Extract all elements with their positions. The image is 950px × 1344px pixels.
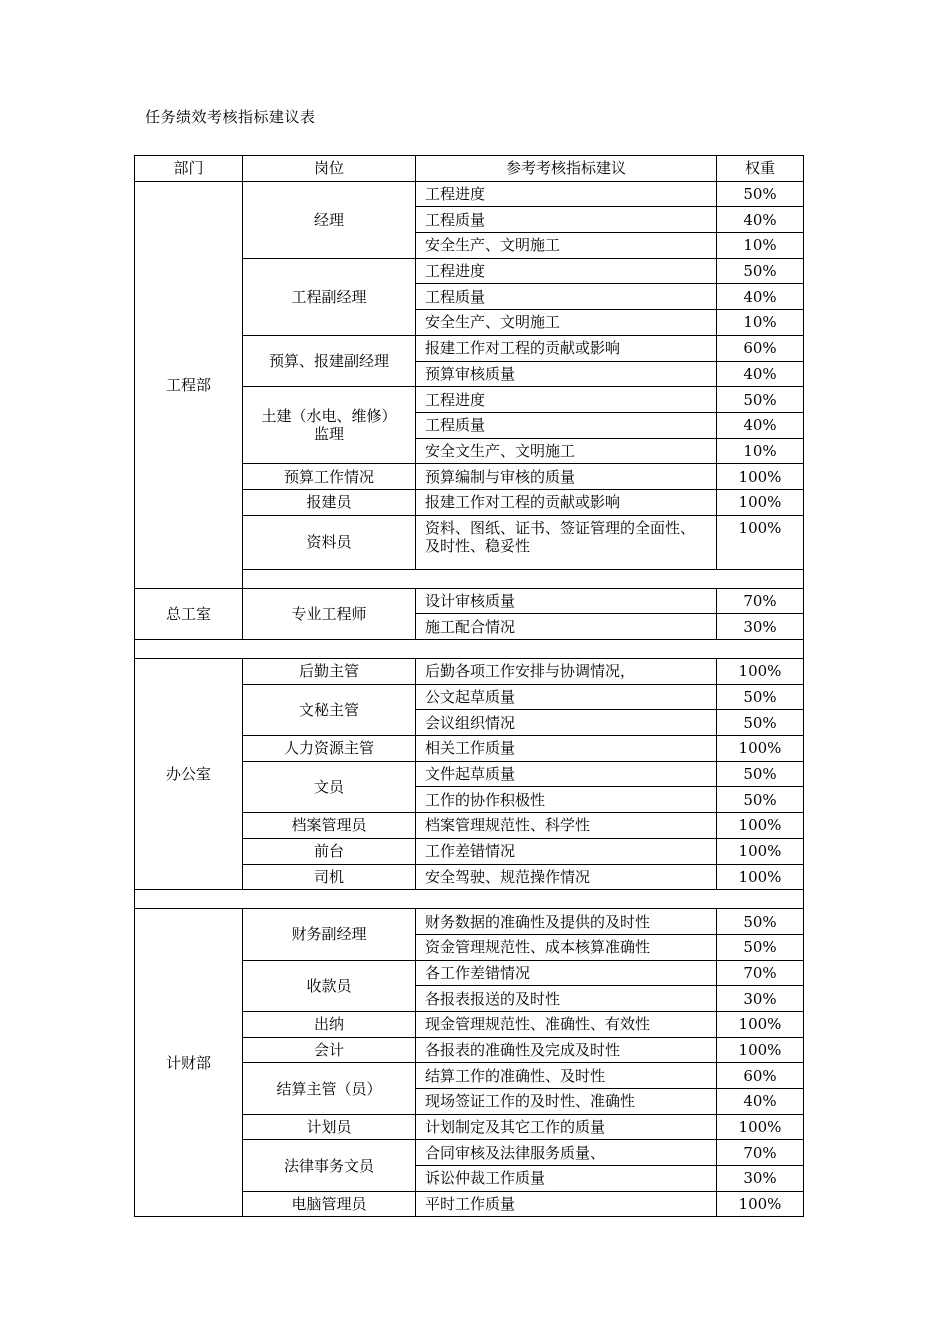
position-cell: 档案管理员 [243, 813, 416, 839]
indicator-cell [416, 515, 717, 569]
indicator-cell: 公文起草质量 [416, 684, 717, 710]
weight-cell: 100% [717, 1037, 804, 1063]
weight-cell: 50% [717, 787, 804, 813]
position-cell: 资料员 [243, 515, 416, 569]
weight-cell: 30% [717, 1166, 804, 1192]
indicator-cell: 报建工作对工程的贡献或影响 [416, 335, 717, 361]
spacer-row [135, 890, 804, 909]
weight-cell: 10% [717, 310, 804, 336]
weight-cell: 40% [717, 412, 804, 438]
indicator-cell: 安全生产、文明施工 [416, 233, 717, 259]
weight-cell: 100% [717, 1011, 804, 1037]
indicator-cell: 相关工作质量 [416, 736, 717, 762]
table-row [135, 588, 804, 614]
header-department: 部门 [135, 156, 243, 182]
indicator-cell: 财务数据的准确性及提供的及时性 [416, 909, 717, 935]
weight-cell: 100% [717, 813, 804, 839]
weight-cell: 100% [717, 736, 804, 762]
indicator-cell: 结算工作的准确性、及时性 [416, 1063, 717, 1089]
position-cell: 经理 [243, 181, 416, 258]
indicator-cell: 文件起草质量 [416, 761, 717, 787]
weight-cell: 50% [717, 761, 804, 787]
department-cell: 计财部 [135, 909, 243, 1217]
weight-cell: 60% [717, 1063, 804, 1089]
weight-cell: 50% [717, 387, 804, 413]
weight-cell: 30% [717, 614, 804, 640]
indicator-cell: 工程进度 [416, 258, 717, 284]
weight-cell: 40% [717, 1089, 804, 1115]
indicator-cell: 档案管理规范性、科学性 [416, 813, 717, 839]
indicator-cell: 预算审核质量 [416, 361, 717, 387]
position-cell: 预算工作情况 [243, 464, 416, 490]
position-cell: 财务副经理 [243, 909, 416, 960]
position-cell: 预算、报建副经理 [243, 335, 416, 386]
position-cell: 后勤主管 [243, 659, 416, 685]
position-cell: 司机 [243, 864, 416, 890]
position-cell: 法律事务文员 [243, 1140, 416, 1191]
department-cell: 工程部 [135, 181, 243, 588]
position-cell: 出纳 [243, 1011, 416, 1037]
weight-cell: 50% [717, 258, 804, 284]
weight-cell: 50% [717, 710, 804, 736]
weight-cell: 50% [717, 181, 804, 207]
spacer-row [135, 640, 804, 659]
weight-cell: 50% [717, 684, 804, 710]
position-cell [243, 387, 416, 464]
indicator-cell: 现金管理规范性、准确性、有效性 [416, 1011, 717, 1037]
weight-cell: 10% [717, 438, 804, 464]
table-row [135, 181, 804, 207]
indicator-line2: 及时性、稳妥性 [425, 536, 531, 555]
position-cell: 前台 [243, 838, 416, 864]
weight-cell: 50% [717, 909, 804, 935]
table-header-row [135, 156, 804, 182]
indicator-cell: 工程质量 [416, 207, 717, 233]
weight-cell: 100% [717, 659, 804, 685]
indicator-cell: 各报表的准确性及完成及时性 [416, 1037, 717, 1063]
table-row [135, 909, 804, 935]
indicator-cell: 设计审核质量 [416, 588, 717, 614]
indicator-cell: 工作差错情况 [416, 838, 717, 864]
spacer-cell [243, 569, 804, 588]
position-cell: 结算主管（员） [243, 1063, 416, 1114]
weight-cell: 30% [717, 986, 804, 1012]
department-cell: 办公室 [135, 659, 243, 890]
department-cell: 总工室 [135, 588, 243, 639]
indicator-cell: 报建工作对工程的贡献或影响 [416, 489, 717, 515]
indicator-cell: 现场签证工作的及时性、准确性 [416, 1089, 717, 1115]
position-cell: 工程副经理 [243, 258, 416, 335]
weight-cell: 40% [717, 361, 804, 387]
weight-cell: 40% [717, 207, 804, 233]
indicator-cell: 工程质量 [416, 412, 717, 438]
position-cell: 电脑管理员 [243, 1191, 416, 1217]
weight-cell: 100% [717, 1114, 804, 1140]
spacer-cell [135, 890, 804, 909]
position-cell: 文秘主管 [243, 684, 416, 735]
weight-cell: 100% [717, 515, 804, 569]
kpi-table [134, 155, 804, 1217]
weight-cell: 40% [717, 284, 804, 310]
position-cell: 收款员 [243, 960, 416, 1011]
indicator-cell: 资金管理规范性、成本核算准确性 [416, 934, 717, 960]
position-name-line1: 土建（水电、维修） [261, 407, 397, 426]
position-cell: 报建员 [243, 489, 416, 515]
indicator-cell: 工程进度 [416, 181, 717, 207]
header-indicator: 参考考核指标建议 [416, 156, 717, 182]
indicator-line1: 资料、图纸、证书、签证管理的全面性、 [425, 518, 696, 537]
indicator-cell: 工作的协作积极性 [416, 787, 717, 813]
indicator-cell: 预算编制与审核的质量 [416, 464, 717, 490]
indicator-cell: 诉讼仲裁工作质量 [416, 1166, 717, 1192]
header-weight: 权重 [717, 156, 804, 182]
indicator-cell: 安全文生产、文明施工 [416, 438, 717, 464]
indicator-cell: 平时工作质量 [416, 1191, 717, 1217]
weight-cell: 100% [717, 838, 804, 864]
position-name-line2: 监理 [313, 425, 344, 444]
position-cell: 文员 [243, 761, 416, 812]
indicator-cell: 安全生产、文明施工 [416, 310, 717, 336]
weight-cell: 100% [717, 864, 804, 890]
indicator-cell: 各工作差错情况 [416, 960, 717, 986]
indicator-cell: 计划制定及其它工作的质量 [416, 1114, 717, 1140]
header-position: 岗位 [243, 156, 416, 182]
spacer-cell [135, 640, 804, 659]
indicator-cell: 各报表报送的及时性 [416, 986, 717, 1012]
position-cell: 专业工程师 [243, 588, 416, 639]
table-row [135, 659, 804, 685]
indicator-cell: 施工配合情况 [416, 614, 717, 640]
weight-cell: 50% [717, 934, 804, 960]
indicator-cell: 后勤各项工作安排与协调情况， [416, 659, 717, 685]
position-cell: 人力资源主管 [243, 736, 416, 762]
weight-cell: 100% [717, 464, 804, 490]
document-title: 任务绩效考核指标建议表 [145, 108, 316, 126]
weight-cell: 100% [717, 489, 804, 515]
indicator-cell: 合同审核及法律服务质量、 [416, 1140, 717, 1166]
position-cell: 会计 [243, 1037, 416, 1063]
indicator-cell: 工程进度 [416, 387, 717, 413]
weight-cell: 60% [717, 335, 804, 361]
indicator-cell: 会议组织情况 [416, 710, 717, 736]
weight-cell: 10% [717, 233, 804, 259]
weight-cell: 70% [717, 960, 804, 986]
indicator-cell: 安全驾驶、规范操作情况 [416, 864, 717, 890]
weight-cell: 100% [717, 1191, 804, 1217]
indicator-cell: 工程质量 [416, 284, 717, 310]
weight-cell: 70% [717, 588, 804, 614]
weight-cell: 70% [717, 1140, 804, 1166]
position-cell: 计划员 [243, 1114, 416, 1140]
